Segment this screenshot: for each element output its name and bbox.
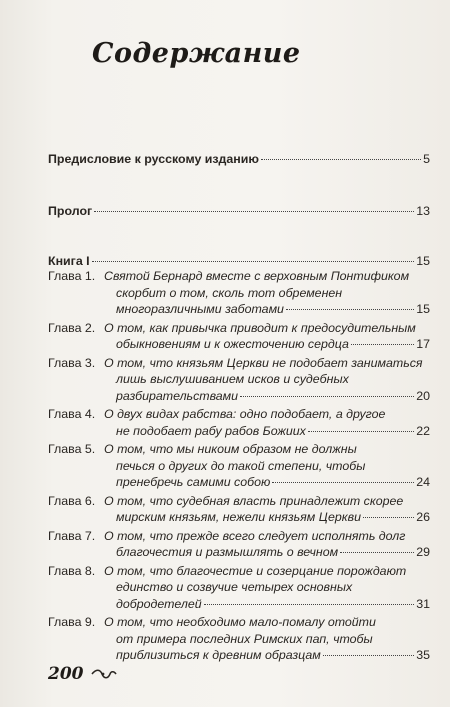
toc-page-number: 5 <box>423 152 430 166</box>
chapter-title-line: Святой Бернард вместе с верховным Понтификом <box>104 269 410 283</box>
leader-dots <box>94 211 414 212</box>
page-number: 200 <box>48 664 84 684</box>
toc-page-number: 24 <box>416 475 430 489</box>
leader-dots <box>323 655 415 656</box>
leader-dots <box>204 604 415 605</box>
chapter-title <box>104 493 430 526</box>
chapter-title-line: мирским князьям, нежели князьям Церкви <box>116 510 361 524</box>
chapter-title <box>104 563 430 613</box>
toc-page-number: 31 <box>416 596 430 611</box>
chapter-title-line: единство и созвучие четырех основных <box>116 580 353 594</box>
chapter-title-line: обыкновениям и к ожесточению сердца <box>116 337 349 351</box>
chapter-label: Глава 8. <box>48 563 96 578</box>
chapter-label: Глава 3. <box>48 355 96 370</box>
toc-entry-chapter-1[interactable] <box>48 268 430 318</box>
toc-entry-chapter-8[interactable] <box>48 563 430 613</box>
chapter-title-line: скорбит о том, сколь тот обременен <box>116 285 343 300</box>
chapter-title-line: О том, что судебная власть принадлежит скорее <box>104 493 404 508</box>
toc-page-number: 29 <box>416 545 430 559</box>
chapter-title <box>104 614 430 664</box>
leader-dots <box>286 309 414 310</box>
chapter-label: Глава 1. <box>48 269 96 283</box>
chapter-title-line: лишь выслушиванием исков и судебных <box>116 372 349 386</box>
page-footer <box>48 664 118 684</box>
chapter-title-line: О том, что благочестие и созерцание порождают <box>104 563 407 578</box>
chapter-title-line: приблизиться к древним образцам <box>116 648 321 662</box>
chapter-title <box>104 528 430 561</box>
toc-entry-chapter-5[interactable] <box>48 441 430 491</box>
chapter-title-line: О том, как привычка приводит к предосудительным <box>104 320 416 335</box>
chapter-label: Глава 2. <box>48 320 96 335</box>
chapter-title <box>104 320 430 353</box>
toc-entry-label: Книга I <box>48 254 90 268</box>
toc-page-number: 17 <box>416 337 430 351</box>
toc-page-number: 26 <box>416 510 430 524</box>
leader-dots <box>272 482 414 483</box>
toc-entry-chapter-9[interactable] <box>48 614 430 664</box>
chapter-label: Глава 5. <box>48 442 96 456</box>
leader-dots <box>363 517 414 518</box>
chapter-label: Глава 7. <box>48 528 96 543</box>
chapter-label: Глава 9. <box>48 615 96 629</box>
chapter-title-line: многоразличными заботами <box>116 302 284 316</box>
toc-page-number: 20 <box>416 388 430 403</box>
leader-dots <box>261 159 421 160</box>
toc-entry-chapter-6[interactable] <box>48 493 430 526</box>
leader-dots <box>351 344 414 345</box>
leader-dots <box>308 431 414 432</box>
chapter-list <box>48 268 430 666</box>
chapter-label: Глава 6. <box>48 493 96 508</box>
toc-entry-chapter-3[interactable] <box>48 355 430 405</box>
chapter-title-line: О двух видах рабства: одно подобает, а другое <box>104 407 386 421</box>
chapter-title <box>104 406 430 439</box>
chapter-title-line: от примера последних Римских пап, чтобы <box>116 631 373 646</box>
toc-entry-chapter-2[interactable] <box>48 320 430 353</box>
chapter-label: Глава 4. <box>48 407 96 421</box>
toc-entry-preface[interactable] <box>48 151 430 168</box>
toc-page-number: 22 <box>416 423 430 438</box>
flourish-ornament-icon <box>90 668 118 680</box>
toc-entry-label: Пролог <box>48 204 93 218</box>
leader-dots <box>92 261 415 262</box>
chapter-title-line: О том, что князьям Церкви не подобает заниматься <box>104 355 423 370</box>
chapter-title-line: добродетелей <box>116 596 202 611</box>
chapter-title-line: О том, что мы никоим образом не должны <box>104 442 357 456</box>
toc-page-number: 15 <box>416 254 430 268</box>
chapter-title <box>104 355 430 405</box>
chapter-title-line: не подобает рабу рабов Божиих <box>116 423 306 438</box>
chapter-title-line: печься о других до такой степени, чтобы <box>116 458 366 473</box>
chapter-title-line: О том, что прежде всего следует исполнять долг <box>104 528 406 543</box>
chapter-title-line: О том, что необходимо мало-помалу отойти <box>104 615 376 629</box>
toc-entry-chapter-4[interactable] <box>48 406 430 439</box>
toc-page-number: 13 <box>416 204 430 218</box>
toc-entry-label: Предисловие к русскому изданию <box>48 152 259 166</box>
leader-dots <box>340 552 414 553</box>
chapter-title <box>104 441 430 491</box>
chapter-title-line: пренебречь самими собою <box>116 475 271 489</box>
toc-page-number: 35 <box>416 648 430 662</box>
chapter-title <box>104 268 430 318</box>
chapter-title-line: благочестия и размышлять о вечном <box>116 545 339 559</box>
leader-dots <box>240 396 414 397</box>
chapter-title-line: разбирательствами <box>116 388 239 403</box>
toc-entry-prologue[interactable] <box>48 203 430 220</box>
toc-page-number: 15 <box>416 302 430 316</box>
page-title: Содержание <box>92 38 301 69</box>
toc-entry-chapter-7[interactable] <box>48 528 430 561</box>
